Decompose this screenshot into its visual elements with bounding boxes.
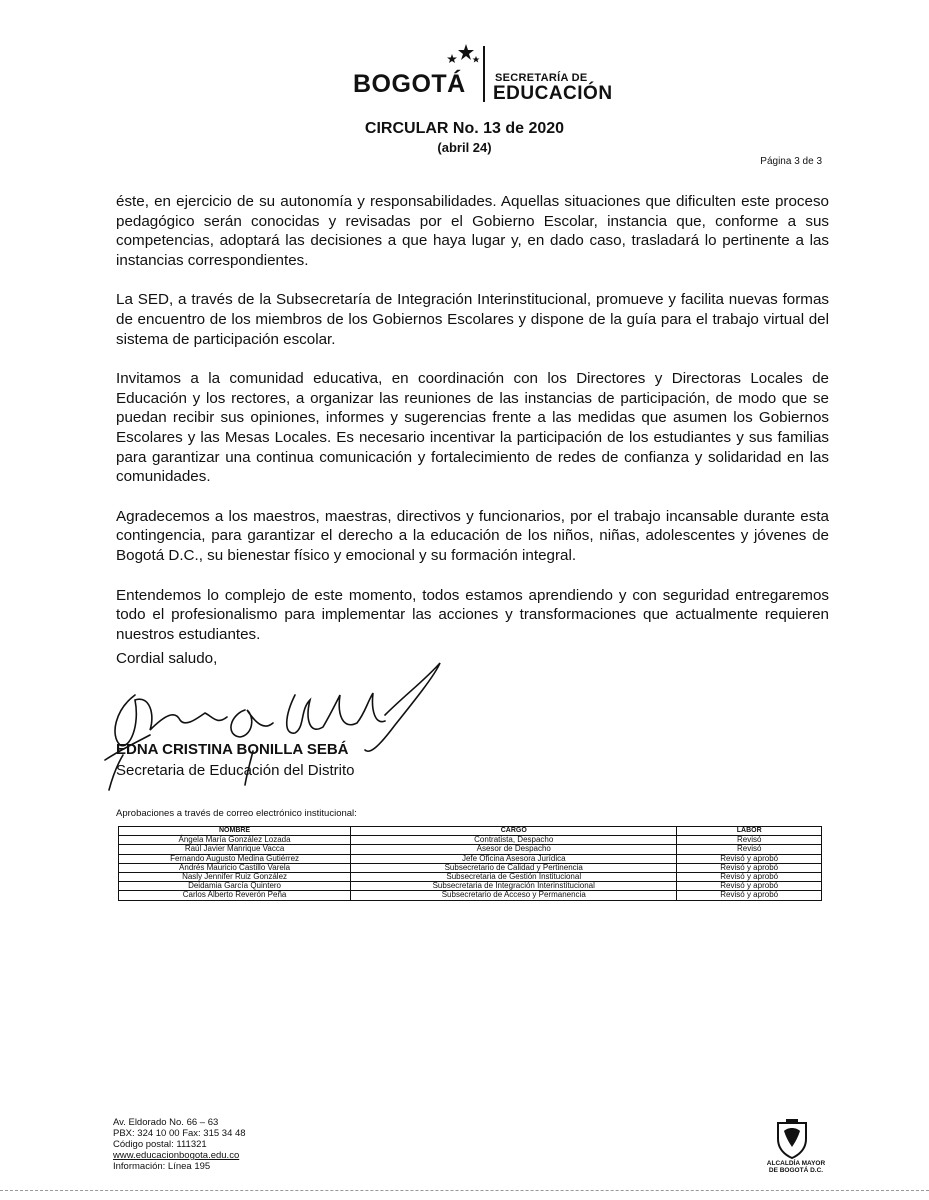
paragraph: Entendemos lo complejo de este momento, todos estamos aprendiendo y con seguridad entregaremos todo el profesionalismo para implementar las acciones y transformaciones que actualmente requieren nuestros estudiantes.	[116, 586, 829, 643]
cell-cargo: Subsecretaria de Integración Interinstitucional	[351, 882, 677, 891]
paragraph: La SED, a través de la Subsecretaría de Integración Interinstitucional, promueve y facilita nuevas formas de encuentro de los miembros de los Gobiernos Escolares y dispone de la guía para el trabajo virtual del sistema de participación escolar.	[116, 291, 829, 348]
paragraph: éste, en ejercicio de su autonomía y responsabilidades. Aquellas situaciones que dificulten este proceso pedagógico serán conocidas y revisadas por el Gobierno Escolar, instancia que, conforme a sus competencias, adoptará las decisiones a que haya lugar y, en dado caso, trasladará lo pertinente a las instancias correspondientes.	[116, 193, 829, 269]
cell-labor: Revisó y aprobó	[677, 873, 822, 882]
logo-wordmark: BOGOTÁ	[353, 70, 466, 98]
page-number: Página 3 de 3	[760, 156, 822, 167]
cell-nombre: Deidamia García Quintero	[119, 882, 351, 891]
paragraph: Agradecemos a los maestros, maestras, directivos y funcionarios, por el trabajo incansable durante esta contingencia, para garantizar el derecho a la educación de los niños, niñas, adolescentes y jóvenes de Bogotá D.C., su bienestar físico y emocional y su formación integral.	[116, 507, 829, 564]
cell-nombre: Ángela María González Lozada	[119, 836, 351, 845]
cell-nombre: Raúl Javier Manrique Vacca	[119, 845, 351, 854]
greeting: Cordial saludo,	[116, 650, 218, 667]
circular-date: (abril 24)	[437, 140, 492, 155]
cell-cargo: Jefe Oficina Asesora Jurídica	[351, 854, 677, 863]
bottom-divider	[0, 1190, 929, 1191]
cell-cargo: Subsecretaria de Gestión Institucional	[351, 873, 677, 882]
cell-labor: Revisó y aprobó	[677, 882, 822, 891]
cell-cargo: Asesor de Despacho	[351, 845, 677, 854]
crest-label	[756, 1160, 836, 1174]
table-row	[119, 845, 822, 854]
cell-nombre: Nasly Jennifer Ruiz González	[119, 873, 351, 882]
footer-address: Av. Eldorado No. 66 – 63	[113, 1117, 219, 1128]
circular-title: CIRCULAR No. 13 de 2020	[364, 120, 565, 137]
cell-cargo: Subsecretario de Acceso y Permanencia	[351, 891, 677, 900]
paragraph: Invitamos a la comunidad educativa, en coordinación con los Directores y Directoras Locales de Educación y los rectores, a organizar las reuniones de las instancias de participación, de modo que se puedan recibir sus opiniones, informes y sugerencias frente a las medidas que asumen los Gobiernos Escolares y las Mesas Locales. Es necesario incentivar la participación de los estudiantes y sus familias para garantizar una continua comunicación y fortalecimiento de redes de confianza y solidaridad en las comunidades.	[116, 370, 829, 486]
logo-divider	[483, 46, 485, 102]
approvals-table	[118, 826, 822, 901]
body-text	[116, 192, 829, 664]
cell-labor: Revisó y aprobó	[677, 854, 822, 863]
footer-website-link[interactable]: www.educacionbogota.edu.co	[113, 1150, 240, 1161]
coat-of-arms-icon	[772, 1117, 812, 1159]
cell-labor: Revisó y aprobó	[677, 863, 822, 872]
crest-label-line2: DE BOGOTÁ D.C.	[768, 1167, 824, 1174]
column-header-nombre: NOMBRE	[119, 827, 351, 836]
footer-info: Información: Línea 195	[113, 1161, 211, 1172]
logo-educacion-label: EDUCACIÓN	[493, 83, 613, 104]
logo-secretaria-label: SECRETARÍA DE	[495, 72, 588, 84]
cell-labor: Revisó	[677, 836, 822, 845]
column-header-labor: LABOR	[677, 827, 822, 836]
footer-phone: PBX: 324 10 00 Fax: 315 34 48	[113, 1128, 246, 1139]
footer-contact	[113, 1117, 246, 1172]
cell-labor: Revisó	[677, 845, 822, 854]
cell-labor: Revisó y aprobó	[677, 891, 822, 900]
footer-postal: Código postal: 111321	[113, 1139, 207, 1150]
crest-label-line1: ALCALDÍA MAYOR	[766, 1160, 826, 1167]
table-row	[119, 891, 822, 900]
cell-nombre: Andrés Mauricio Castillo Varela	[119, 863, 351, 872]
cell-cargo: Contratista, Despacho	[351, 836, 677, 845]
table-row	[119, 854, 822, 863]
bogota-education-logo	[353, 40, 613, 110]
approvals-label: Aprobaciones a través de correo electrónico institucional:	[116, 808, 357, 819]
cell-cargo: Subsecretario de Calidad y Pertinencia	[351, 863, 677, 872]
cell-nombre: Carlos Alberto Reverón Peña	[119, 891, 351, 900]
cell-nombre: Fernando Augusto Medina Gutiérrez	[119, 854, 351, 863]
signer-name: EDNA CRISTINA BONILLA SEBÁ	[116, 741, 349, 758]
column-header-cargo: CARGO	[351, 827, 677, 836]
signer-role: Secretaria de Educación del Distrito	[116, 762, 355, 779]
